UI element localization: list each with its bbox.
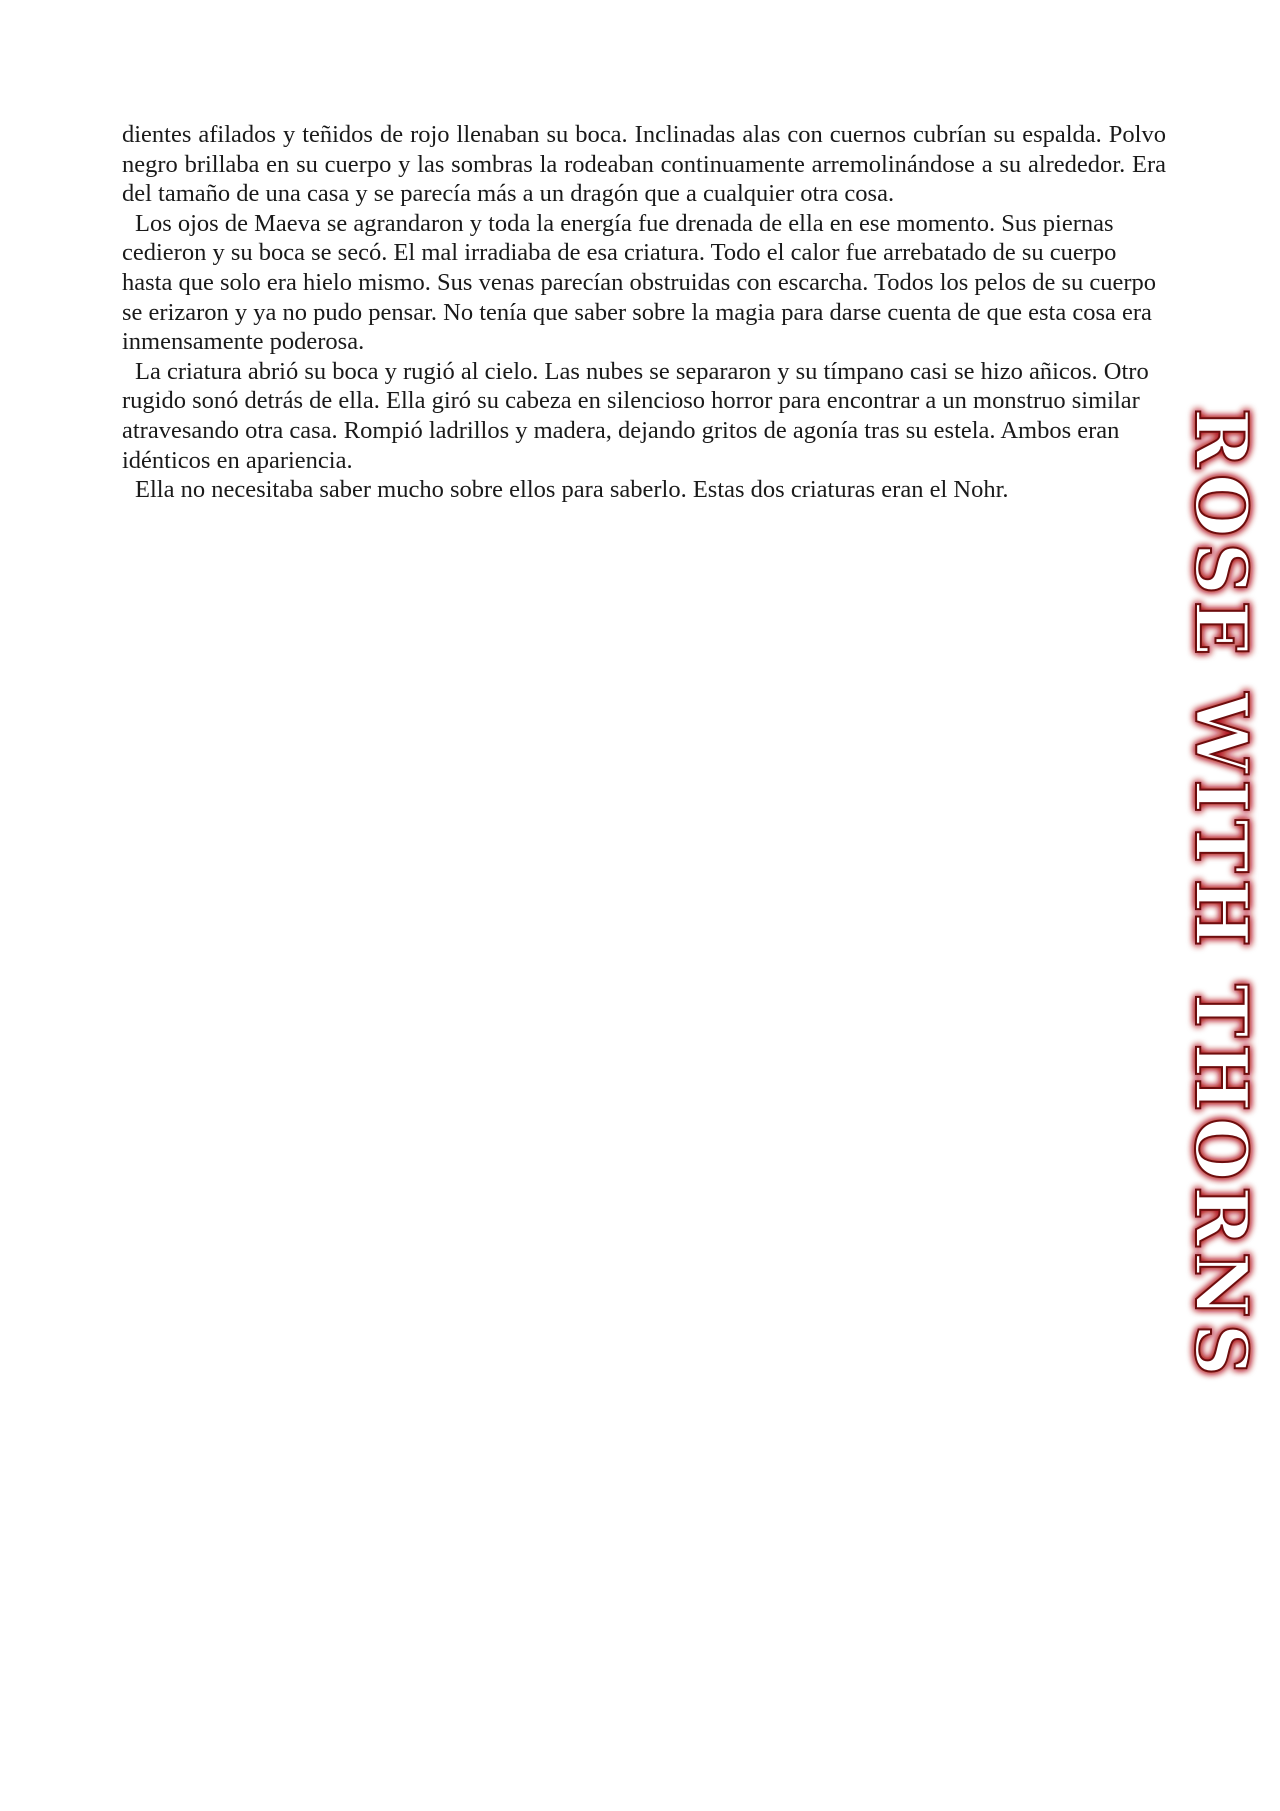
watermark-logo-graphic <box>1158 395 1278 1395</box>
watermark-logo <box>1158 395 1278 1395</box>
body-text <box>122 120 1166 505</box>
paragraph-3: La criatura abrió su boca y rugió al cielo. Las nubes se separaron y su tímpano casi se hizo añicos. Otro rugido sonó detrás de ella. Ella giró su cabeza en silencioso horror para encontrar a un monstruo similar atravesando otra casa. Rompió ladrillos y madera, dejando gritos de agonía tras su estela. Ambos eran idénticos en apariencia. <box>122 357 1149 474</box>
paragraph-4: Ella no necesitaba saber mucho sobre ellos para saberlo. Estas dos criaturas eran el Nohr. <box>135 476 1009 504</box>
paragraph-1: dientes afilados y teñidos de rojo llenaban su boca. Inclinadas alas con cuernos cubrían su espalda. Polvo negro brillaba en su cuerpo y las sombras la rodeaban continuamente arremolinándose a su alrededor. Era del tamaño de una casa y se parecía más a un dragón que a cualquier otra cosa. <box>122 121 1166 208</box>
watermark-text: ROSE WITH THORNS <box>1179 408 1264 1382</box>
paragraph-2: Los ojos de Maeva se agrandaron y toda la energía fue drenada de ella en ese momento. Sus piernas cedieron y su boca se secó. El mal irradiaba de esa criatura. Todo el calor fue arrebatado de su cuerpo hasta que solo era hielo mismo. Sus venas parecían obstruidas con escarcha. Todos los pelos de su cuerpo se erizaron y ya no pudo pensar. No tenía que saber sobre la magia para darse cuenta de que esta cosa era inmensamente poderosa. <box>122 209 1157 356</box>
